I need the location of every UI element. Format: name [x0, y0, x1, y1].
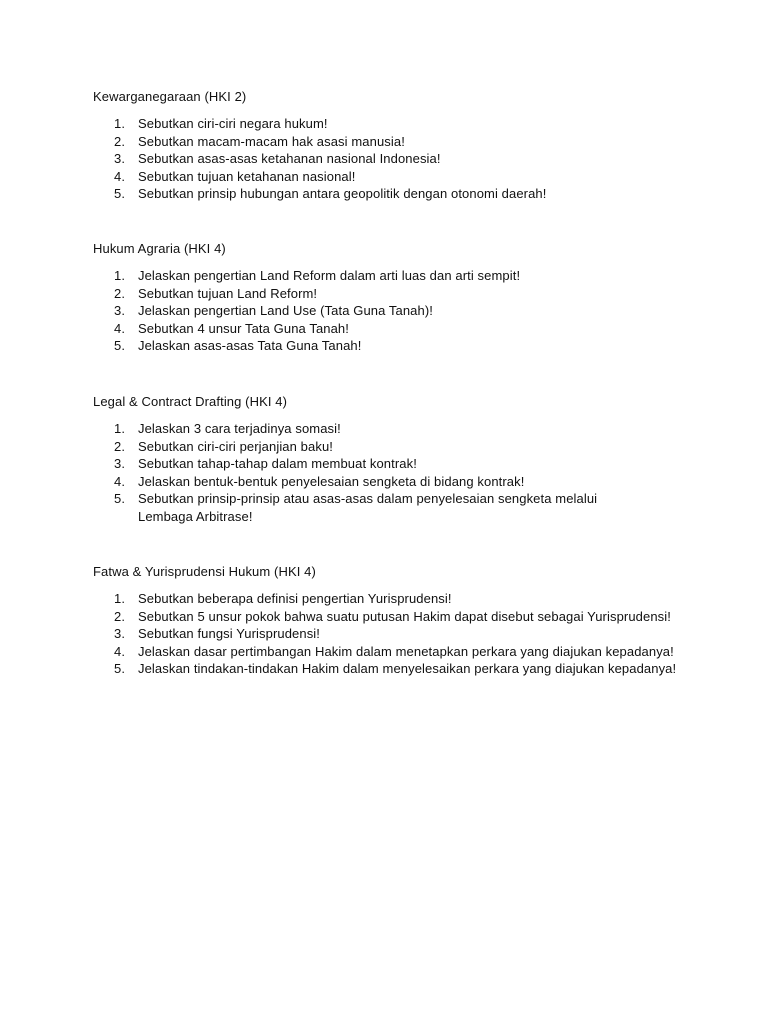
question-item: [93, 608, 693, 626]
question-item: [93, 320, 693, 338]
question-text: Sebutkan prinsip hubungan antara geopolitik dengan otonomi daerah!: [138, 186, 547, 202]
question-number: 2.: [114, 133, 126, 149]
question-text: Sebutkan beberapa definisi pengertian Yurisprudensi!: [138, 591, 452, 606]
question-number: 1.: [114, 116, 126, 131]
section-title: Fatwa & Yurisprudensi Hukum (HKI 4): [93, 564, 316, 579]
question-number: 1.: [114, 591, 126, 606]
question-number: 5.: [114, 491, 126, 507]
section-title: Kewarganegaraan (HKI 2): [93, 89, 247, 104]
question-item: [93, 625, 693, 643]
question-item: [93, 168, 693, 186]
question-number: 3.: [114, 456, 126, 472]
question-number: 4.: [114, 643, 126, 659]
question-item: [93, 420, 693, 438]
question-item: [93, 185, 693, 203]
question-text: Sebutkan tahap-tahap dalam membuat kontrak!: [138, 456, 417, 472]
question-item: [93, 438, 693, 456]
question-item: [93, 660, 693, 678]
question-text: Jelaskan pengertian Land Reform dalam arti luas dan arti sempit!: [138, 268, 521, 283]
question-number: 3.: [114, 303, 126, 319]
question-text: Jelaskan pengertian Land Use (Tata Guna Tanah)!: [138, 303, 433, 319]
question-list: [93, 115, 693, 203]
question-text: Jelaskan 3 cara terjadinya somasi!: [138, 421, 341, 436]
question-number: 2.: [114, 438, 126, 454]
question-text: Sebutkan fungsi Yurisprudensi!: [138, 626, 320, 642]
section-title: Hukum Agraria (HKI 4): [93, 241, 226, 256]
question-item: [93, 302, 693, 320]
question-text: Jelaskan dasar pertimbangan Hakim dalam menetapkan perkara yang diajukan kepadanya!: [138, 643, 674, 659]
question-item: [93, 337, 693, 355]
question-text: Sebutkan prinsip-prinsip atau asas-asas dalam penyelesaian sengketa melalui Lembaga Arbitrase!: [138, 491, 598, 524]
section-fatwa-yurisprudensi: [93, 563, 693, 678]
question-item: [93, 473, 693, 491]
question-list: [93, 590, 693, 678]
question-item: [93, 267, 693, 285]
question-number: 2.: [114, 608, 126, 624]
question-item: [93, 285, 693, 303]
question-number: 3.: [114, 626, 126, 642]
question-item: [93, 133, 693, 151]
question-number: 3.: [114, 151, 126, 167]
question-number: 1.: [114, 421, 126, 436]
question-number: 5.: [114, 661, 126, 677]
question-text: Sebutkan 5 unsur pokok bahwa suatu putusan Hakim dapat disebut sebagai Yurisprudensi!: [138, 608, 671, 624]
question-text: Sebutkan macam-macam hak asasi manusia!: [138, 133, 405, 149]
question-item: [93, 643, 693, 661]
question-text: Jelaskan asas-asas Tata Guna Tanah!: [138, 338, 362, 354]
question-number: 5.: [114, 338, 126, 354]
question-text: Sebutkan ciri-ciri negara hukum!: [138, 116, 328, 131]
question-number: 2.: [114, 285, 126, 301]
question-list: [93, 267, 693, 355]
question-item: [93, 115, 693, 133]
question-text: Jelaskan tindakan-tindakan Hakim dalam menyelesaikan perkara yang diajukan kepadanya!: [138, 661, 677, 677]
question-text: Sebutkan 4 unsur Tata Guna Tanah!: [138, 320, 349, 336]
section-hukum-agraria: [93, 240, 693, 355]
question-item: [93, 590, 693, 608]
question-text: Sebutkan tujuan Land Reform!: [138, 285, 318, 301]
question-number: 4.: [114, 320, 126, 336]
question-item: [93, 150, 693, 168]
question-number: 1.: [114, 268, 126, 283]
section-legal-contract-drafting: [93, 393, 693, 526]
question-text: Sebutkan tujuan ketahanan nasional!: [138, 168, 356, 184]
section-title: Legal & Contract Drafting (HKI 4): [93, 394, 288, 409]
question-text: Jelaskan bentuk-bentuk penyelesaian sengketa di bidang kontrak!: [138, 473, 525, 489]
question-number: 5.: [114, 186, 126, 202]
section-kewarganegaraan: [93, 88, 693, 203]
question-item: [93, 455, 693, 473]
question-text: Sebutkan ciri-ciri perjanjian baku!: [138, 438, 333, 454]
question-item: [93, 490, 693, 525]
question-number: 4.: [114, 473, 126, 489]
question-list: [93, 420, 693, 526]
question-text: Sebutkan asas-asas ketahanan nasional Indonesia!: [138, 151, 441, 167]
question-number: 4.: [114, 168, 126, 184]
